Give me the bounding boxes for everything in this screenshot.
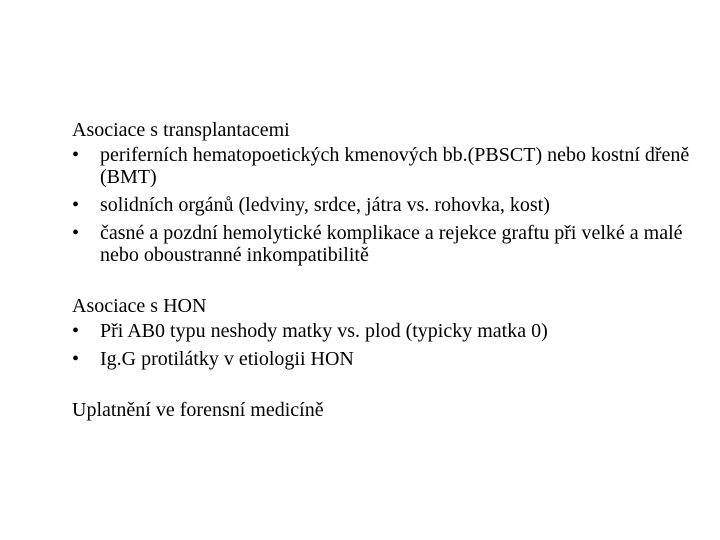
spacer: [72, 370, 692, 397]
bullet-list: [72, 144, 692, 266]
section-heading: Asociace s transplantacemi: [72, 119, 290, 141]
section-hon: [72, 293, 692, 370]
bullet-item: [72, 320, 692, 342]
bullet-icon: •: [72, 222, 80, 244]
bullet-icon: •: [72, 348, 80, 370]
section-heading: Asociace s HON: [72, 295, 207, 317]
spacer: [72, 266, 692, 293]
slide-content: [72, 117, 692, 424]
section-transplantation: [72, 117, 692, 266]
bullet-item: [72, 194, 692, 216]
bullet-icon: •: [72, 194, 80, 216]
bullet-text: solidních orgánů (ledviny, srdce, játra vs. rohovka, kost): [100, 194, 550, 216]
bullet-icon: •: [72, 320, 80, 342]
bullet-item: [72, 144, 692, 188]
bullet-item: [72, 222, 692, 266]
bullet-icon: •: [72, 144, 80, 166]
section-heading: Uplatnění ve forensní medicíně: [72, 399, 324, 421]
bullet-text: Při AB0 typu neshody matky vs. plod (typicky matka 0): [100, 320, 548, 342]
section-forensic: [72, 397, 692, 424]
bullet-list: [72, 320, 692, 370]
bullet-item: [72, 348, 692, 370]
bullet-text: periferních hematopoetických kmenových bb.(PBSCT) nebo kostní dřeně (BMT): [100, 144, 690, 188]
bullet-text: Ig.G protilátky v etiologii HON: [100, 348, 354, 370]
bullet-text: časné a pozdní hemolytické komplikace a rejekce graftu při velké a malé nebo oboustranné inkompatibilitě: [100, 222, 683, 266]
